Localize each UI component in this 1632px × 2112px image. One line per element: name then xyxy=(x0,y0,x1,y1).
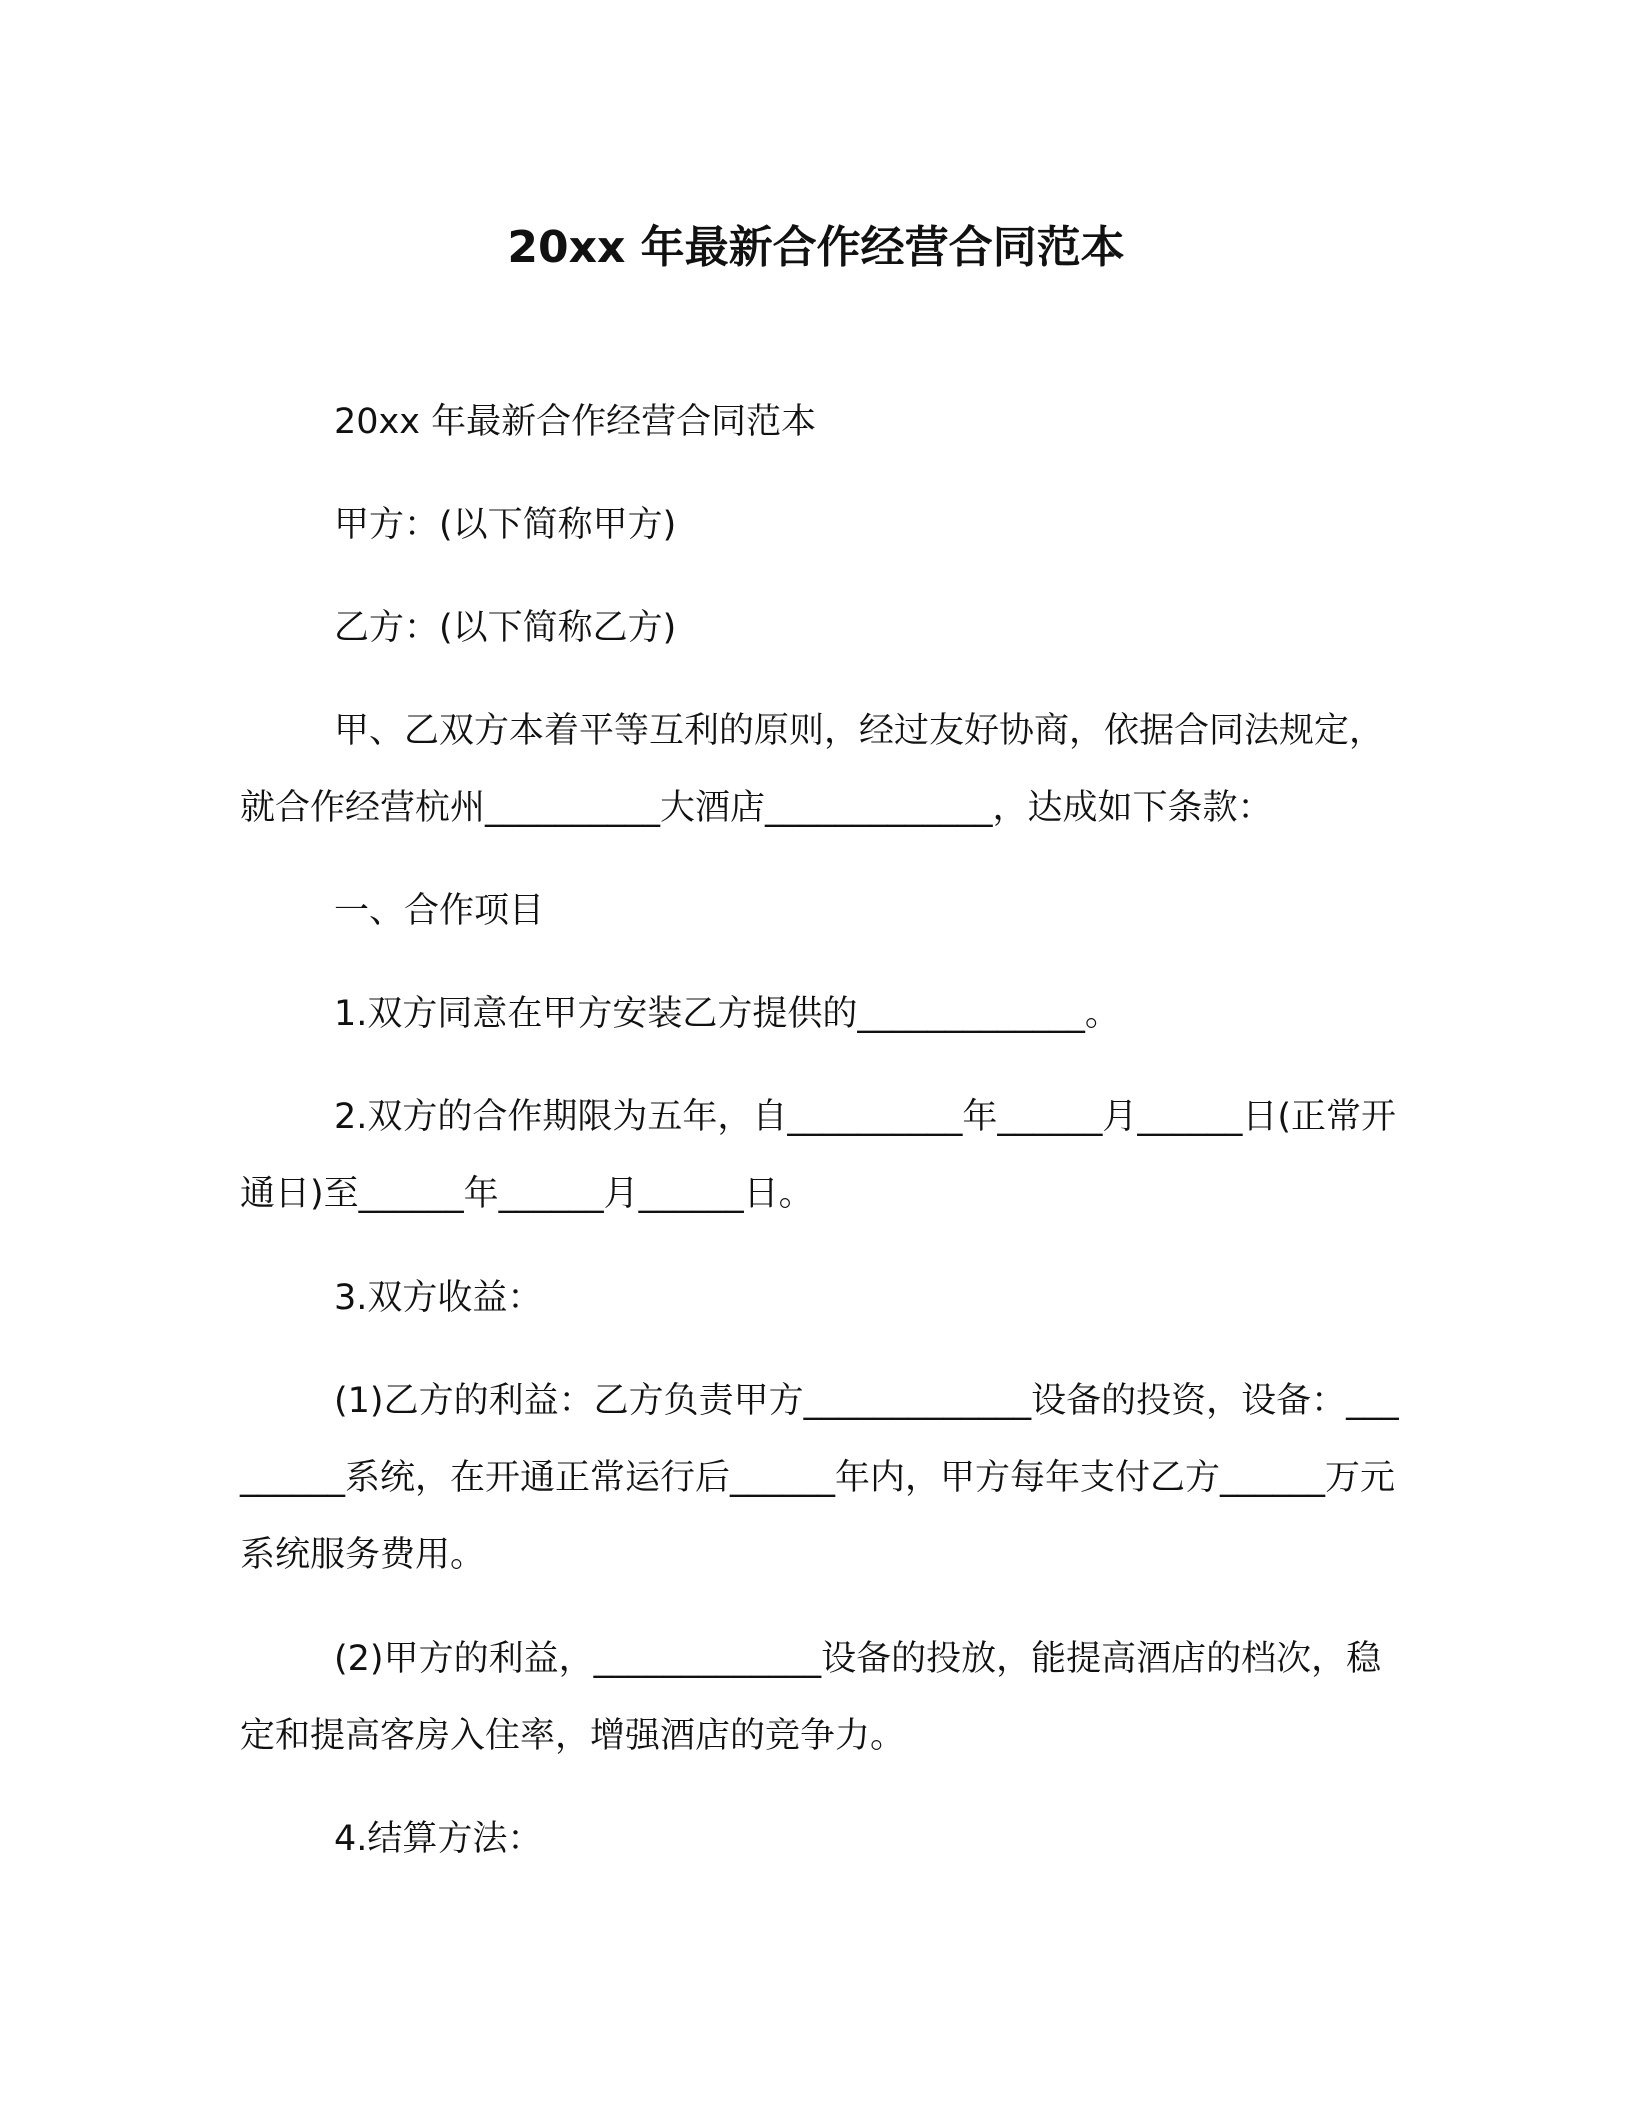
clause-2: 2.双方的合作期限为五年，自__________年______月______日(正常开通日)至______年______月______日。 xyxy=(240,1097,1397,1214)
clause-3-1: (1)乙方的利益：乙方负责甲方_____________设备的投资，设备：_________系统，在开通正常运行后______年内，甲方每年支付乙方______万元系统服务费用。 xyxy=(240,1381,1399,1575)
heading-cooperation-project: 一、合作项目 xyxy=(334,891,545,931)
paragraph-party-b: 乙方：(以下简称乙方) xyxy=(334,608,677,648)
paragraph-party-a: 甲方：(以下简称甲方) xyxy=(334,505,677,545)
clause-4: 4.结算方法： xyxy=(334,1819,543,1859)
clause-3-2: (2)甲方的利益，_____________设备的投放，能提高酒店的档次，稳定和提高客房入住率，增强酒店的竞争力。 xyxy=(240,1639,1382,1756)
paragraph-subtitle: 20xx 年最新合作经营合同范本 xyxy=(334,402,817,442)
clause-1: 1.双方同意在甲方安装乙方提供的_____________。 xyxy=(334,994,1120,1034)
paragraph-preamble: 甲、乙双方本着平等互利的原则，经过友好协商，依据合同法规定，就合作经营杭州__________大酒店_____________，达成如下条款： xyxy=(240,711,1385,828)
clause-3: 3.双方收益： xyxy=(334,1278,543,1318)
document-title: 20xx 年最新合作经营合同范本 xyxy=(507,222,1125,273)
